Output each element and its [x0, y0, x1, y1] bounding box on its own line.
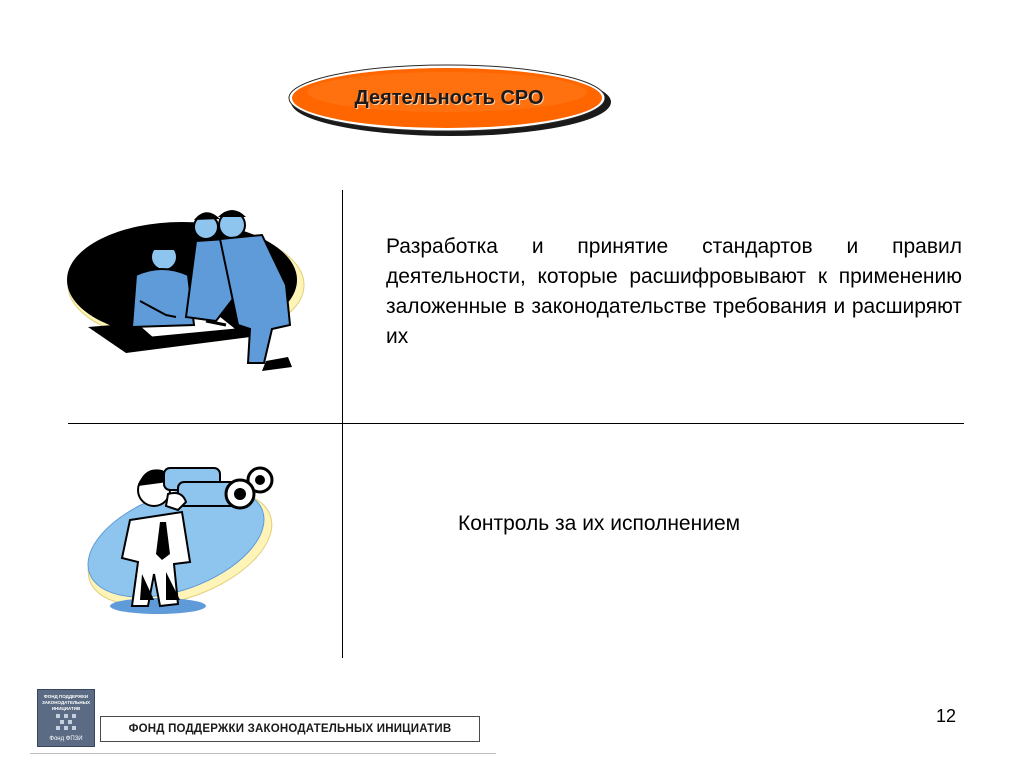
footer-divider	[30, 753, 496, 754]
logo-caption: Фонд ФПЗИ	[49, 736, 83, 742]
meeting-people-icon	[66, 205, 316, 375]
logo-pattern-icon	[54, 712, 78, 734]
text-block-standards: Разработка и принятие стандартов и правил деятельности, которые расшифровывают к применению заложенные в законодательстве требования и расширяют их	[386, 235, 962, 348]
footer-org-name: ФОНД ПОДДЕРЖКИ ЗАКОНОДАТЕЛЬНЫХ ИНИЦИАТИВ	[100, 716, 480, 742]
logo-line: ИНИЦИАТИВ	[51, 706, 81, 711]
page-number: 12	[936, 706, 957, 726]
binoculars-man-icon	[82, 450, 292, 620]
vertical-divider	[342, 190, 343, 658]
logo-line: ЗАКОНОДАТЕЛЬНЫХ	[41, 700, 91, 705]
foundation-logo	[37, 689, 95, 747]
slide-title: Деятельность СРО	[354, 86, 544, 109]
text-block-control: Контроль за их исполнением	[458, 512, 741, 535]
horizontal-divider	[68, 423, 964, 424]
logo-line: ФОНД ПОДДЕРЖКИ	[43, 694, 89, 699]
